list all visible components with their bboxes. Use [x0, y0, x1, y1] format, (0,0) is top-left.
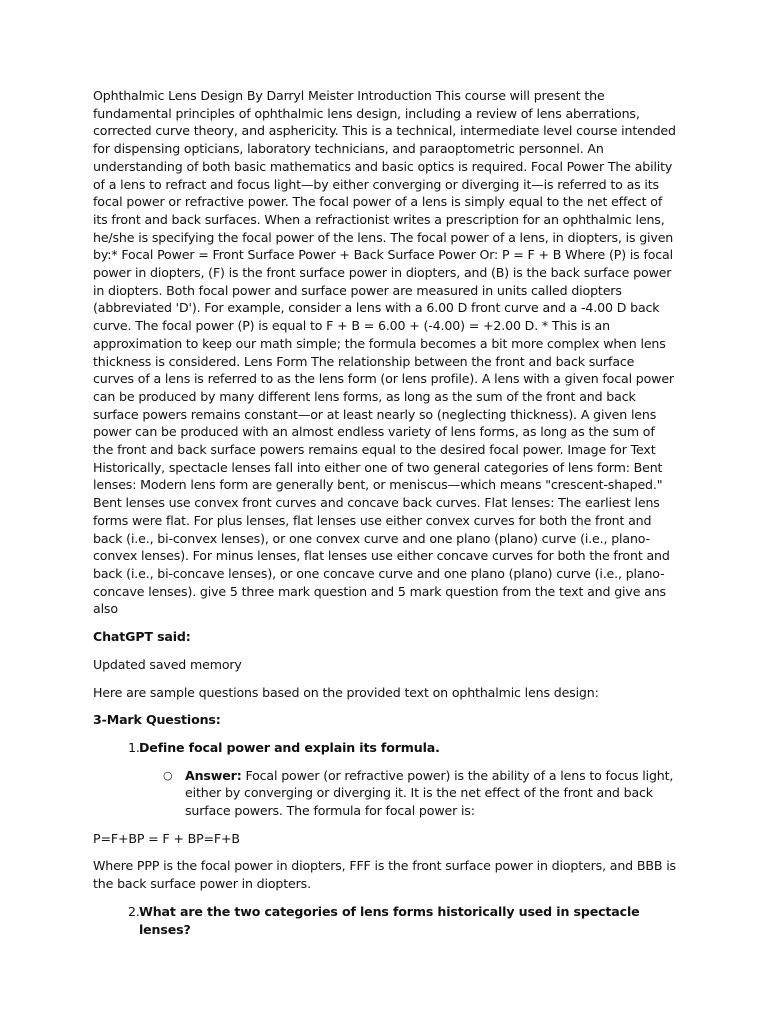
formula-line: P=F+BP = F + BP=F+B [93, 830, 240, 846]
question-number: 1. [128, 739, 140, 755]
question-item-2 [93, 903, 676, 938]
speaker-label: ChatGPT said: [93, 629, 191, 645]
question-number: 2. [128, 903, 140, 919]
intro-text: Here are sample questions based on the provided text on ophthalmic lens design: [93, 684, 599, 700]
memory-note: Updated saved memory [93, 656, 242, 672]
answer-text: Focal power (or refractive power) is the ability of a lens to focus light, either by converging or diverging it. It is the net effect of the front and back surface powers. The formula for focal power is: [185, 767, 674, 819]
question-text: Define focal power and explain its formula. [139, 739, 440, 755]
question-text: What are the two categories of lens forms historically used in spectacle lenses? [139, 903, 640, 937]
section-heading: 3-Mark Questions: [93, 712, 221, 728]
hollow-bullet-icon: ○ [163, 768, 173, 782]
answer-body [185, 767, 676, 820]
user-prompt-text: Ophthalmic Lens Design By Darryl Meister Introduction This course will present the fundamental principles of ophthalmic lens design, including a review of lens aberrations, corrected curve theory, and asphericity. This is a technical, intermediate level course intended for dispensing opticians, laboratory technicians, and paraoptometric personnel. An understanding of both basic mathematics and basic optics is required. Focal Power The ability of a lens to refract and focus light—by either converging or diverging it—is referred to as its focal power or refractive power. The focal power of a lens is simply equal to the net effect of its front and back surfaces. When a refractionist writes a prescription for an ophthalmic lens, he/she is specifying the focal power of the lens. The focal power of a lens, in diopters, is given by:* Focal Power = Front Surface Power + Back Surface Power Or: P = F + B Where (P) is focal power in diopters, (F) is the front surface power in diopters, and (B) is the back surface power in diopters. Both focal power and surface power are measured in units called diopters (abbreviated 'D'). For example, consider a lens with a 6.00 D front curve and a -4.00 D back curve. The focal power (P) is equal to F + B = 6.00 + (-4.00) = +2.00 D. * This is an approximation to keep our math simple; the formula becomes a bit more complex when lens thickness is considered. Lens Form The relationship between the front and back surface curves of a lens is referred to as the lens form (or lens profile). A lens with a given focal power can be produced by many different lens forms, as long as the sum of the front and back surface powers remains constant—or at least nearly so (neglecting thickness). A given lens power can be produced with an almost endless variety of lens forms, as long as the sum of the front and back surface powers remains equal to the desired focal power. Image for Text Historically, spectacle lenses fall into either one of two general categories of lens form: Bent lenses: Modern lens form are generally bent, or meniscus—which means "crescent-shaped." Bent lenses use convex front curves and concave back curves. Flat lenses: The earliest lens forms were flat. For plus lenses, flat lenses use either convex curves for both the front and back (i.e., bi-convex lenses), or one convex curve and one plano (plano) curve (i.e., plano-convex lenses). For minus lenses, flat lenses use either concave curves for both the front and back (i.e., bi-concave lenses), or one concave curve and one plano (plano) curve (i.e., plano-concave lenses). give 5 three mark question and 5 mark question from the text and give ans also [93, 88, 676, 617]
answer-item [93, 767, 676, 820]
document-page [93, 87, 676, 938]
question-item-1 [93, 739, 676, 757]
formula-explanation: Where PPP is the focal power in diopters, FFF is the front surface power in diopters, and BBB is the back surface power in diopters. [93, 858, 676, 892]
answer-label: Answer: [185, 767, 242, 783]
